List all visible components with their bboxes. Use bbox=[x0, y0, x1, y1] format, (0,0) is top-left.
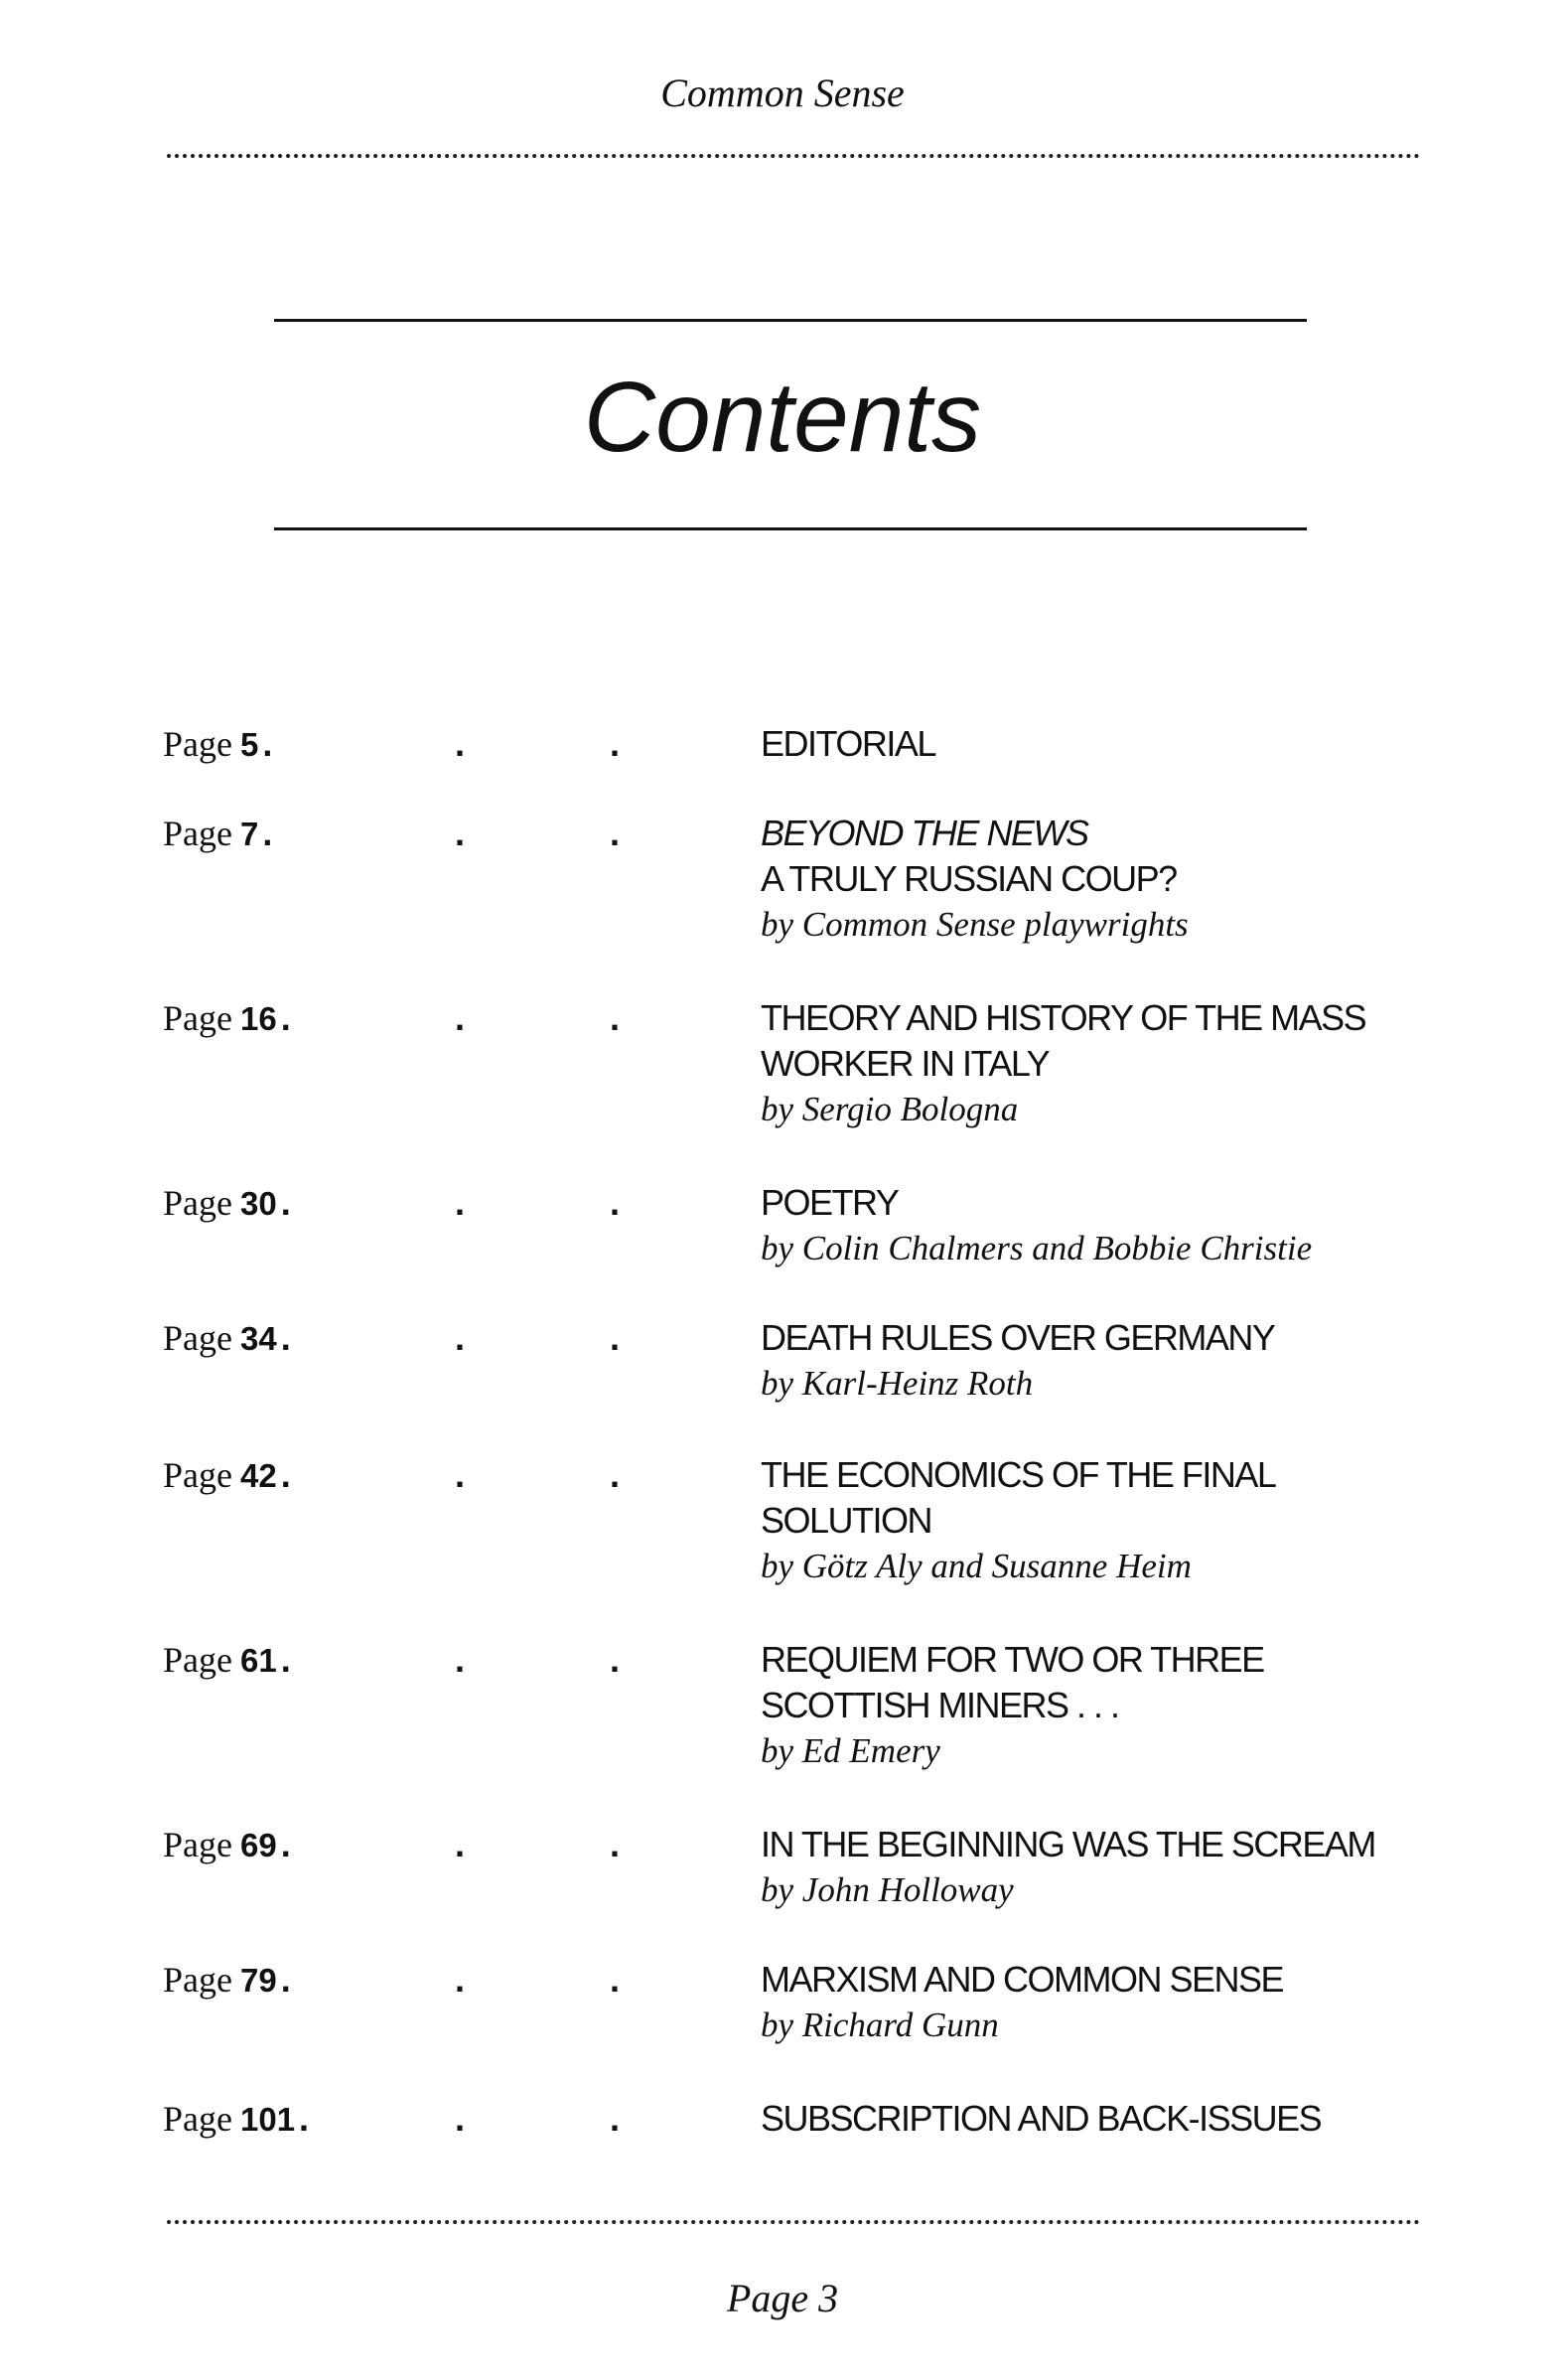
leader-dot: . bbox=[455, 723, 466, 764]
entry-title: SUBSCRIPTION AND BACK-ISSUES bbox=[761, 2098, 1322, 2139]
entry-title: REQUIEM FOR TWO OR THREE bbox=[761, 1639, 1264, 1680]
page-number-dot: . bbox=[280, 1639, 291, 1680]
page-reference bbox=[163, 1180, 291, 1227]
entry-text bbox=[761, 1452, 1545, 1589]
running-head: Common Sense bbox=[660, 71, 905, 115]
entry-author: by Richard Gunn bbox=[761, 2006, 999, 2044]
entry-text bbox=[761, 2096, 1545, 2142]
entry-title: SOLUTION bbox=[761, 1500, 932, 1541]
page-number-dot: . bbox=[299, 2098, 310, 2139]
leader-dot: . bbox=[610, 723, 621, 764]
entry-title: POETRY bbox=[761, 1182, 899, 1223]
page-reference bbox=[163, 811, 272, 857]
entry-text bbox=[761, 995, 1545, 1132]
entry-author: by Karl-Heinz Roth bbox=[761, 1364, 1034, 1403]
page-label: Page bbox=[163, 724, 232, 764]
entry-text bbox=[761, 1822, 1545, 1913]
leader-dot: . bbox=[610, 1182, 621, 1223]
page-number-dot: . bbox=[280, 1317, 291, 1358]
page-number: 5 bbox=[239, 726, 259, 763]
entry-text bbox=[761, 721, 1545, 767]
page-number: 16 bbox=[239, 1000, 277, 1037]
page-label: Page bbox=[163, 1825, 232, 1864]
leader-dot: . bbox=[455, 1454, 466, 1495]
leader-dot: . bbox=[610, 813, 621, 853]
leader-dot: . bbox=[455, 813, 466, 853]
entry-title: A TRULY RUSSIAN COUP? bbox=[761, 858, 1177, 899]
entry-title: EDITORIAL bbox=[761, 723, 935, 764]
page-number-dot: . bbox=[262, 813, 273, 853]
page-number: 101 bbox=[239, 2101, 296, 2138]
leader-dot: . bbox=[455, 997, 466, 1038]
page-number: 34 bbox=[239, 1320, 277, 1357]
entry-title: MARXISM AND COMMON SENSE bbox=[761, 1959, 1284, 2000]
leader-dot: . bbox=[610, 1959, 621, 2000]
entry-title: WORKER IN ITALY bbox=[761, 1043, 1050, 1084]
title-rule-bottom bbox=[274, 527, 1307, 530]
page-reference bbox=[163, 995, 291, 1042]
page-reference bbox=[163, 1822, 291, 1868]
page-number: 79 bbox=[239, 1962, 277, 1999]
page-number-dot: . bbox=[280, 997, 291, 1038]
entry-author: by Götz Aly and Susanne Heim bbox=[761, 1547, 1192, 1585]
leader-dot: . bbox=[455, 1182, 466, 1223]
entry-text bbox=[761, 1957, 1545, 2048]
page-reference bbox=[163, 721, 272, 768]
leader-dot: . bbox=[455, 1959, 466, 2000]
leader-dot: . bbox=[455, 1824, 466, 1864]
page-label: Page bbox=[163, 2099, 232, 2139]
page-number-dot: . bbox=[280, 1454, 291, 1495]
page-number-dot: . bbox=[280, 1959, 291, 2000]
page-number: 42 bbox=[239, 1457, 277, 1494]
leader-dot: . bbox=[610, 1454, 621, 1495]
entry-text bbox=[761, 811, 1545, 948]
page-number: 30 bbox=[239, 1185, 277, 1222]
entry-text bbox=[761, 1637, 1545, 1774]
page-number-dot: . bbox=[262, 723, 273, 764]
page-label: Page bbox=[163, 814, 232, 853]
leader-dot: . bbox=[610, 1639, 621, 1680]
entry-title: THEORY AND HISTORY OF THE MASS bbox=[761, 997, 1366, 1038]
entry-title: SCOTTISH MINERS . . . bbox=[761, 1685, 1119, 1725]
entry-author: by Common Sense playwrights bbox=[761, 905, 1189, 944]
page-reference bbox=[163, 1452, 291, 1499]
bottom-dotted-rule bbox=[167, 2220, 1420, 2224]
leader-dot: . bbox=[455, 2098, 466, 2139]
page-label: Page bbox=[163, 1183, 232, 1223]
leader-dot: . bbox=[610, 1824, 621, 1864]
entry-title: BEYOND THE NEWS bbox=[761, 813, 1088, 853]
leader-dot: . bbox=[610, 2098, 621, 2139]
leader-dot: . bbox=[610, 1317, 621, 1358]
page-number-dot: . bbox=[280, 1182, 291, 1223]
page-number: 69 bbox=[239, 1827, 277, 1863]
leader-dot: . bbox=[455, 1317, 466, 1358]
page-label: Page bbox=[163, 998, 232, 1038]
entry-author: by John Holloway bbox=[761, 1870, 1014, 1909]
page-reference bbox=[163, 2096, 309, 2143]
title-rule-top bbox=[274, 319, 1307, 322]
page-label: Page bbox=[163, 1640, 232, 1680]
entry-text bbox=[761, 1180, 1545, 1271]
entry-title: DEATH RULES OVER GERMANY bbox=[761, 1317, 1275, 1358]
entry-title: THE ECONOMICS OF THE FINAL bbox=[761, 1454, 1276, 1495]
entry-text bbox=[761, 1315, 1545, 1407]
page-reference bbox=[163, 1315, 291, 1362]
page-number-dot: . bbox=[280, 1824, 291, 1864]
leader-dot: . bbox=[610, 997, 621, 1038]
entry-author: by Ed Emery bbox=[761, 1731, 940, 1770]
page-label: Page bbox=[163, 1960, 232, 2000]
page-folio: Page 3 bbox=[726, 2276, 839, 2320]
leader-dot: . bbox=[455, 1639, 466, 1680]
top-dotted-rule bbox=[167, 154, 1420, 158]
page-label: Page bbox=[163, 1455, 232, 1495]
page-reference bbox=[163, 1957, 291, 2004]
entry-title: IN THE BEGINNING WAS THE SCREAM bbox=[761, 1824, 1375, 1864]
page-number: 7 bbox=[239, 816, 259, 852]
page-title: Contents bbox=[583, 362, 982, 473]
entry-author: by Sergio Bologna bbox=[761, 1090, 1019, 1128]
entry-author: by Colin Chalmers and Bobbie Christie bbox=[761, 1229, 1313, 1267]
page-label: Page bbox=[163, 1318, 232, 1358]
page-reference bbox=[163, 1637, 291, 1684]
page-number: 61 bbox=[239, 1642, 277, 1679]
